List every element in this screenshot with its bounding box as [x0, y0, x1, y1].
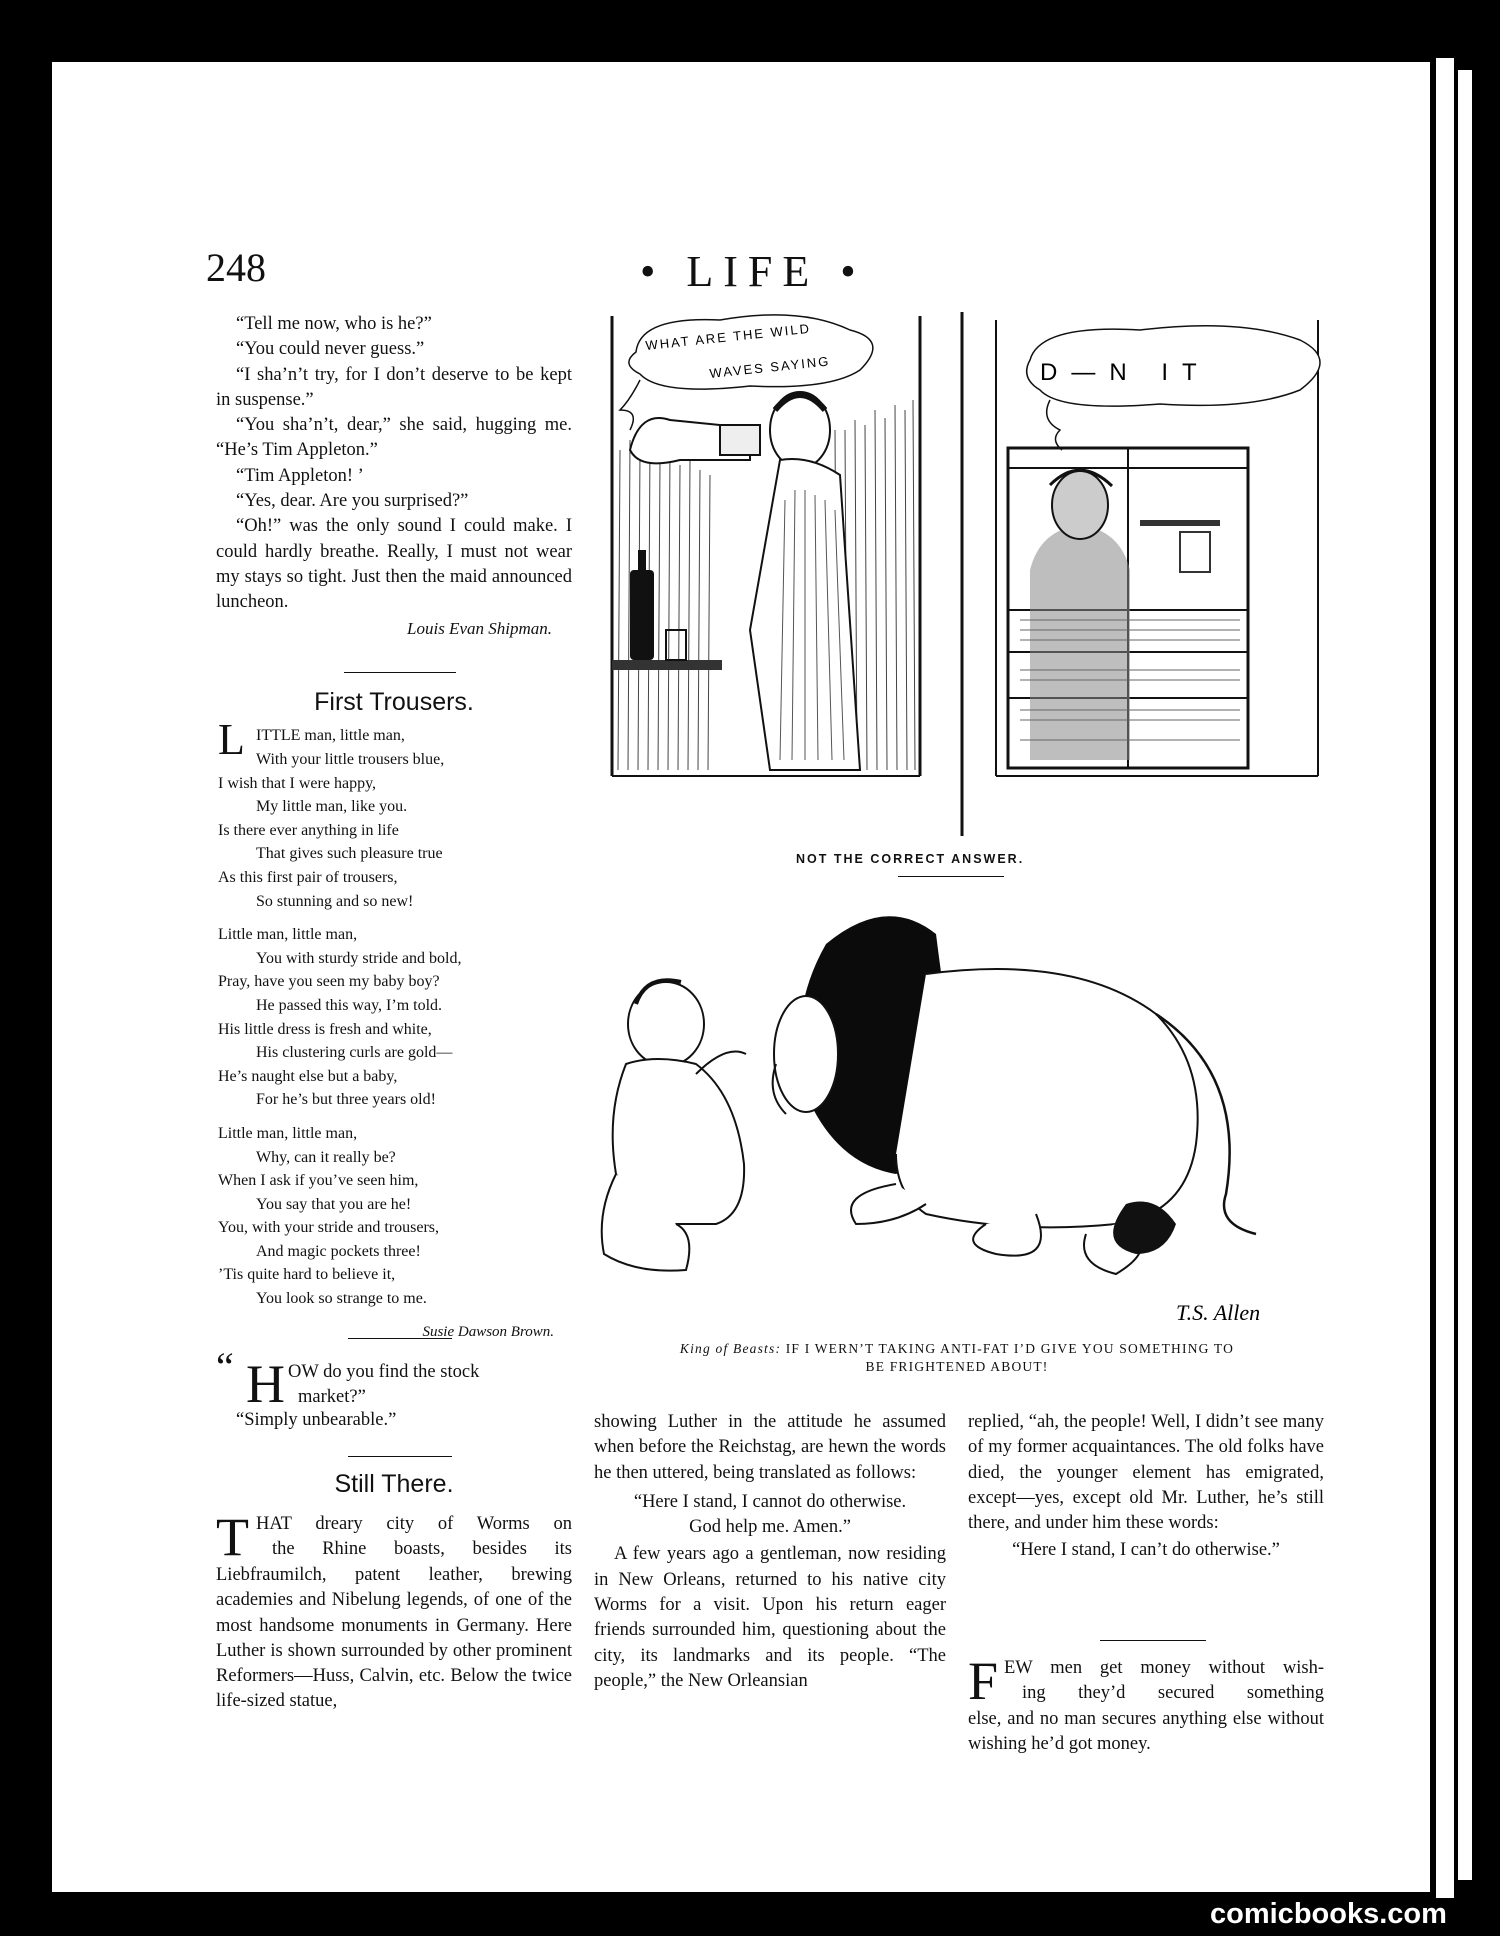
bubble-text: D—N IT: [1040, 359, 1211, 386]
poem-line: Little man, little man,: [218, 1124, 358, 1142]
poem-line: ITTLE man, little man,: [256, 727, 405, 744]
story-line: “Oh!” was the only sound I could make. I could hardly breathe. Really, I must not wear my stays so tight. Just then the maid announced luncheon.: [216, 516, 572, 613]
joke-stock-market: [216, 1344, 572, 1433]
paragraph: showing Luther in the attitude he assumed when before the Reichstag, are hewn the words he then uttered, being translated as follows:: [594, 1412, 946, 1483]
cartoon-caption: [596, 1340, 1318, 1376]
drop-cap: T: [216, 1507, 249, 1567]
article-still-there-col2: [594, 1410, 946, 1694]
paragraph: A few years ago a gentleman, now residing in New Orleans, returned to his native city Worms for a visit. Upon his return eager friends surrounded him, questioning about the city, its landmarks and its people. “The people,” the New Orleansian: [594, 1544, 946, 1691]
bubble-text: WAVES SAYING: [708, 353, 831, 381]
cartoon-caption: NOT THE CORRECT ANSWER.: [796, 852, 1025, 866]
quote-line: God help me. Amen.”: [689, 1517, 851, 1538]
article-title: Still There.: [334, 1470, 454, 1498]
paragraph: replied, “ah, the people! Well, I didn’t see many of my former acquaintances. The old folks have died, the younger element has emigrated, except—yes, except old Mr. Luther, he’s still there, and under him these words:: [968, 1412, 1324, 1534]
poem-first-trousers: [218, 715, 574, 1344]
poem-line: So stunning and so new!: [256, 892, 414, 910]
speech-bubble: [1027, 326, 1320, 450]
divider: [344, 672, 456, 673]
poem-line: Little man, little man,: [218, 926, 358, 944]
story-line: “Yes, dear. Are you surprised?”: [236, 491, 469, 512]
drop-cap: L: [218, 715, 245, 764]
poem-line: That gives such pleasure true: [256, 845, 443, 863]
story-line: “Tim Appleton! ’: [236, 465, 364, 486]
text-line: EW men get money without wish-: [1004, 1658, 1324, 1678]
divider: [898, 876, 1004, 877]
page-edge: [1458, 70, 1472, 1880]
poem-line: And magic pockets three!: [256, 1242, 421, 1260]
poem-author: Susie Dawson Brown.: [422, 1323, 554, 1340]
story-line: “You could never guess.”: [236, 339, 425, 360]
poem-line: For he’s but three years old!: [256, 1091, 436, 1109]
caption-text: BE FRIGHTENED ABOUT!: [865, 1359, 1049, 1374]
divider: [348, 1456, 452, 1457]
poem-line: My little man, like you.: [256, 798, 408, 816]
kneeling-man-illustration: [602, 980, 746, 1270]
caption-text: IF I WERN’T TAKING ANTI-FAT I’D GIVE YOU SOMETHING TO: [785, 1341, 1235, 1356]
masthead: • LIFE •: [640, 247, 866, 296]
poem-line: You with sturdy stride and bold,: [256, 949, 462, 967]
poem-line: You say that you are he!: [256, 1195, 412, 1213]
joke-money: [968, 1651, 1324, 1758]
caption-speaker: King of Beasts:: [679, 1341, 782, 1356]
poem-line: His little dress is fresh and white,: [218, 1020, 432, 1038]
quote-line: “Here I stand, I can’t do otherwise.”: [1012, 1540, 1280, 1561]
poem-line: When I ask if you’ve seen him,: [218, 1172, 419, 1190]
article-still-there-col1: [216, 1507, 572, 1715]
poem-title: First Trousers.: [314, 688, 474, 716]
text-line: HAT dreary city of Worms on: [256, 1514, 572, 1534]
poem-line: Why, can it really be?: [256, 1148, 396, 1166]
poem-line: I wish that I were happy,: [218, 774, 377, 792]
cartoon-king-of-beasts: [596, 894, 1318, 1334]
cartoon-not-the-correct-answer: [600, 300, 1340, 840]
poem-line: You look so strange to me.: [256, 1290, 427, 1308]
quote-line: “Here I stand, I cannot do otherwise.: [633, 1491, 907, 1512]
story-author: Louis Evan Shipman.: [407, 618, 552, 638]
story-line: “Tell me now, who is he?”: [236, 314, 432, 334]
story-ending: [216, 312, 572, 641]
poem-line: ’Tis quite hard to believe it,: [218, 1266, 396, 1284]
artist-signature: T.S. Allen: [1176, 1300, 1261, 1325]
speech-bubble: [620, 315, 873, 430]
poem-line: His clustering curls are gold—: [256, 1044, 453, 1062]
article-still-there-col3: [968, 1410, 1324, 1564]
watermark: comicbooks.com: [1210, 1898, 1447, 1930]
poem-stanza: [218, 1122, 574, 1311]
text-line: market?”: [298, 1387, 366, 1407]
page-edge: [1436, 58, 1454, 1898]
text-line: ing they’d secured something: [1022, 1683, 1324, 1703]
poem-line: You, with your stride and trousers,: [218, 1219, 440, 1237]
text-line: OW do you find the stock: [288, 1362, 480, 1382]
divider: [348, 1338, 452, 1339]
poem-line: Pray, have you seen my baby boy?: [218, 973, 440, 991]
poem-line: He passed this way, I’m told.: [256, 996, 443, 1014]
drop-cap: F: [968, 1651, 999, 1711]
divider: [1100, 1640, 1206, 1641]
poem-stanza: [218, 715, 574, 913]
lion-illustration: [773, 916, 1256, 1274]
poem-line: As this first pair of trousers,: [218, 868, 398, 886]
poem-stanza: [218, 923, 574, 1112]
text-line: “Simply unbearable.”: [236, 1410, 397, 1430]
open-quote: “: [216, 1344, 234, 1389]
poem-line: Is there ever anything in life: [218, 821, 399, 839]
poem-line: With your little trousers blue,: [256, 751, 445, 768]
drop-cap: H: [246, 1354, 285, 1414]
text-line: the Rhine boasts, besides its: [272, 1539, 572, 1559]
page-number: 248: [206, 245, 266, 290]
poem-line: He’s naught else but a baby,: [218, 1067, 398, 1085]
story-line: “I sha’n’t try, for I don’t deserve to be kept in suspense.”: [216, 364, 572, 410]
paragraph: else, and no man secures anything else without wishing he’d got money.: [968, 1709, 1324, 1755]
paragraph: Liebfraumilch, patent leather, brewing academies and Nibelung legends, of one of the most handsome monuments in Germany. Here Luther is shown surrounded by other prominent Reformers—Huss, Calvin, etc. Below the twice life-sized statue,: [216, 1565, 572, 1712]
story-line: “You sha’n’t, dear,” she said, hugging me. “He’s Tim Appleton.”: [216, 415, 572, 461]
bubble-text: WHAT ARE THE WILD: [644, 320, 812, 353]
